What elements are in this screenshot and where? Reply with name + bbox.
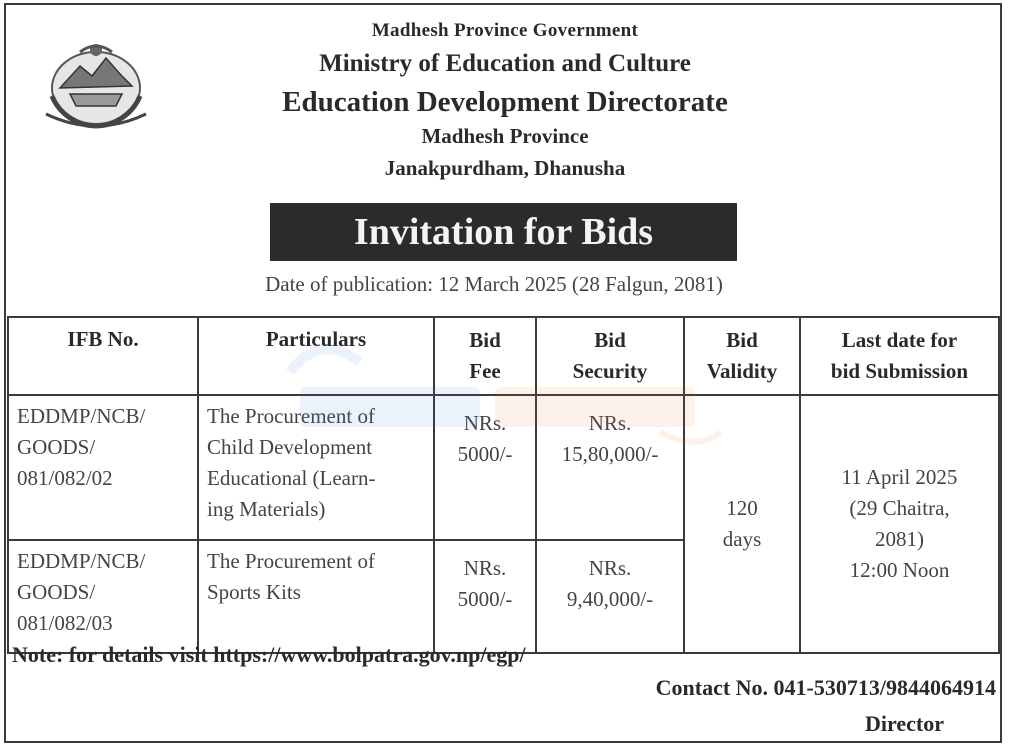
bid-validity: 120 days — [684, 395, 800, 653]
column-header: IFB No. — [8, 317, 198, 395]
publication-date: Date of publication: 12 March 2025 (28 Falgun, 2081) — [265, 272, 723, 296]
bid-fee: NRs. 5000/- — [434, 395, 536, 540]
signatory-title: Director — [865, 711, 944, 736]
office-location: Janakpurdham, Dhanusha — [384, 156, 626, 180]
column-header: Last date for bid Submission — [800, 317, 999, 395]
ifb-number: EDDMP/NCB/ GOODS/ 081/082/02 — [8, 395, 198, 540]
details-note: Note: for details visit https://www.bolpatra.gov.np/egp/ — [12, 642, 526, 667]
column-header: Bid Security — [536, 317, 684, 395]
bid-fee: NRs. 5000/- — [434, 540, 536, 653]
bid-security: NRs. 15,80,000/- — [536, 395, 684, 540]
table-row — [8, 395, 999, 540]
province-name: Madhesh Province — [421, 124, 589, 148]
table-header-row — [8, 317, 999, 395]
last-submission-date: 11 April 2025 (29 Chaitra, 2081) 12:00 Noon — [800, 395, 999, 653]
ministry-name: Ministry of Education and Culture — [319, 50, 691, 77]
directorate-name: Education Development Directorate — [282, 86, 728, 118]
bids-table — [7, 316, 1000, 654]
column-header: Particulars — [198, 317, 434, 395]
ifb-number: EDDMP/NCB/ GOODS/ 081/082/03 — [8, 540, 198, 653]
bid-security: NRs. 9,40,000/- — [536, 540, 684, 653]
particulars: The Procurement of Sports Kits — [198, 540, 434, 653]
particulars: The Procurement of Child Development Educational (Learn- ing Materials) — [198, 395, 434, 540]
column-header: Bid Validity — [684, 317, 800, 395]
contact-number: Contact No. 041-530713/9844064914 — [655, 675, 996, 700]
column-header: Bid Fee — [434, 317, 536, 395]
notice-title: Invitation for Bids — [270, 203, 737, 261]
government-name: Madhesh Province Government — [371, 20, 639, 41]
